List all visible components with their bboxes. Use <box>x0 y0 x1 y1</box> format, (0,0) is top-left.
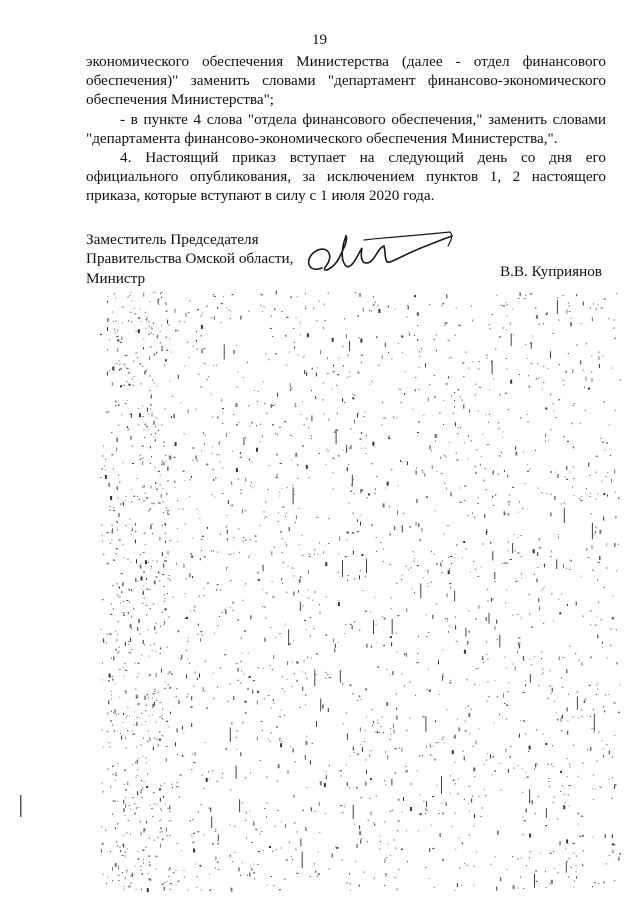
scan-bleed-through-noise <box>0 290 639 904</box>
handwritten-signature <box>300 226 460 280</box>
signer-title-line-3: Министр <box>86 269 146 287</box>
paragraph-effective-date: 4. Настоящий приказ вступает на следующий день со дня его официального опубликования, за исключением пунктов 1, 2 настоящего приказа, которые вступают в силу с 1 июля 2020 года. <box>86 149 606 205</box>
paragraph-continuation: экономического обеспечения Министерства (далее - отдел финансового обеспечения)" заменить словами "департамент финансово-экономического обеспечения Министерства"; <box>86 53 606 109</box>
signer-title-line-2: Правительства Омской области, <box>86 250 294 268</box>
paragraph-item-4-change: - в пункте 4 слова "отдела финансового обеспечения," заменить словами "департамента финансово-экономического обеспечения Министерства,". <box>86 110 606 147</box>
page-number: 19 <box>312 32 327 48</box>
signer-title-line-1: Заместитель Председателя <box>86 231 259 248</box>
document-body <box>86 52 606 206</box>
signer-name: В.В. Куприянов <box>500 263 602 280</box>
